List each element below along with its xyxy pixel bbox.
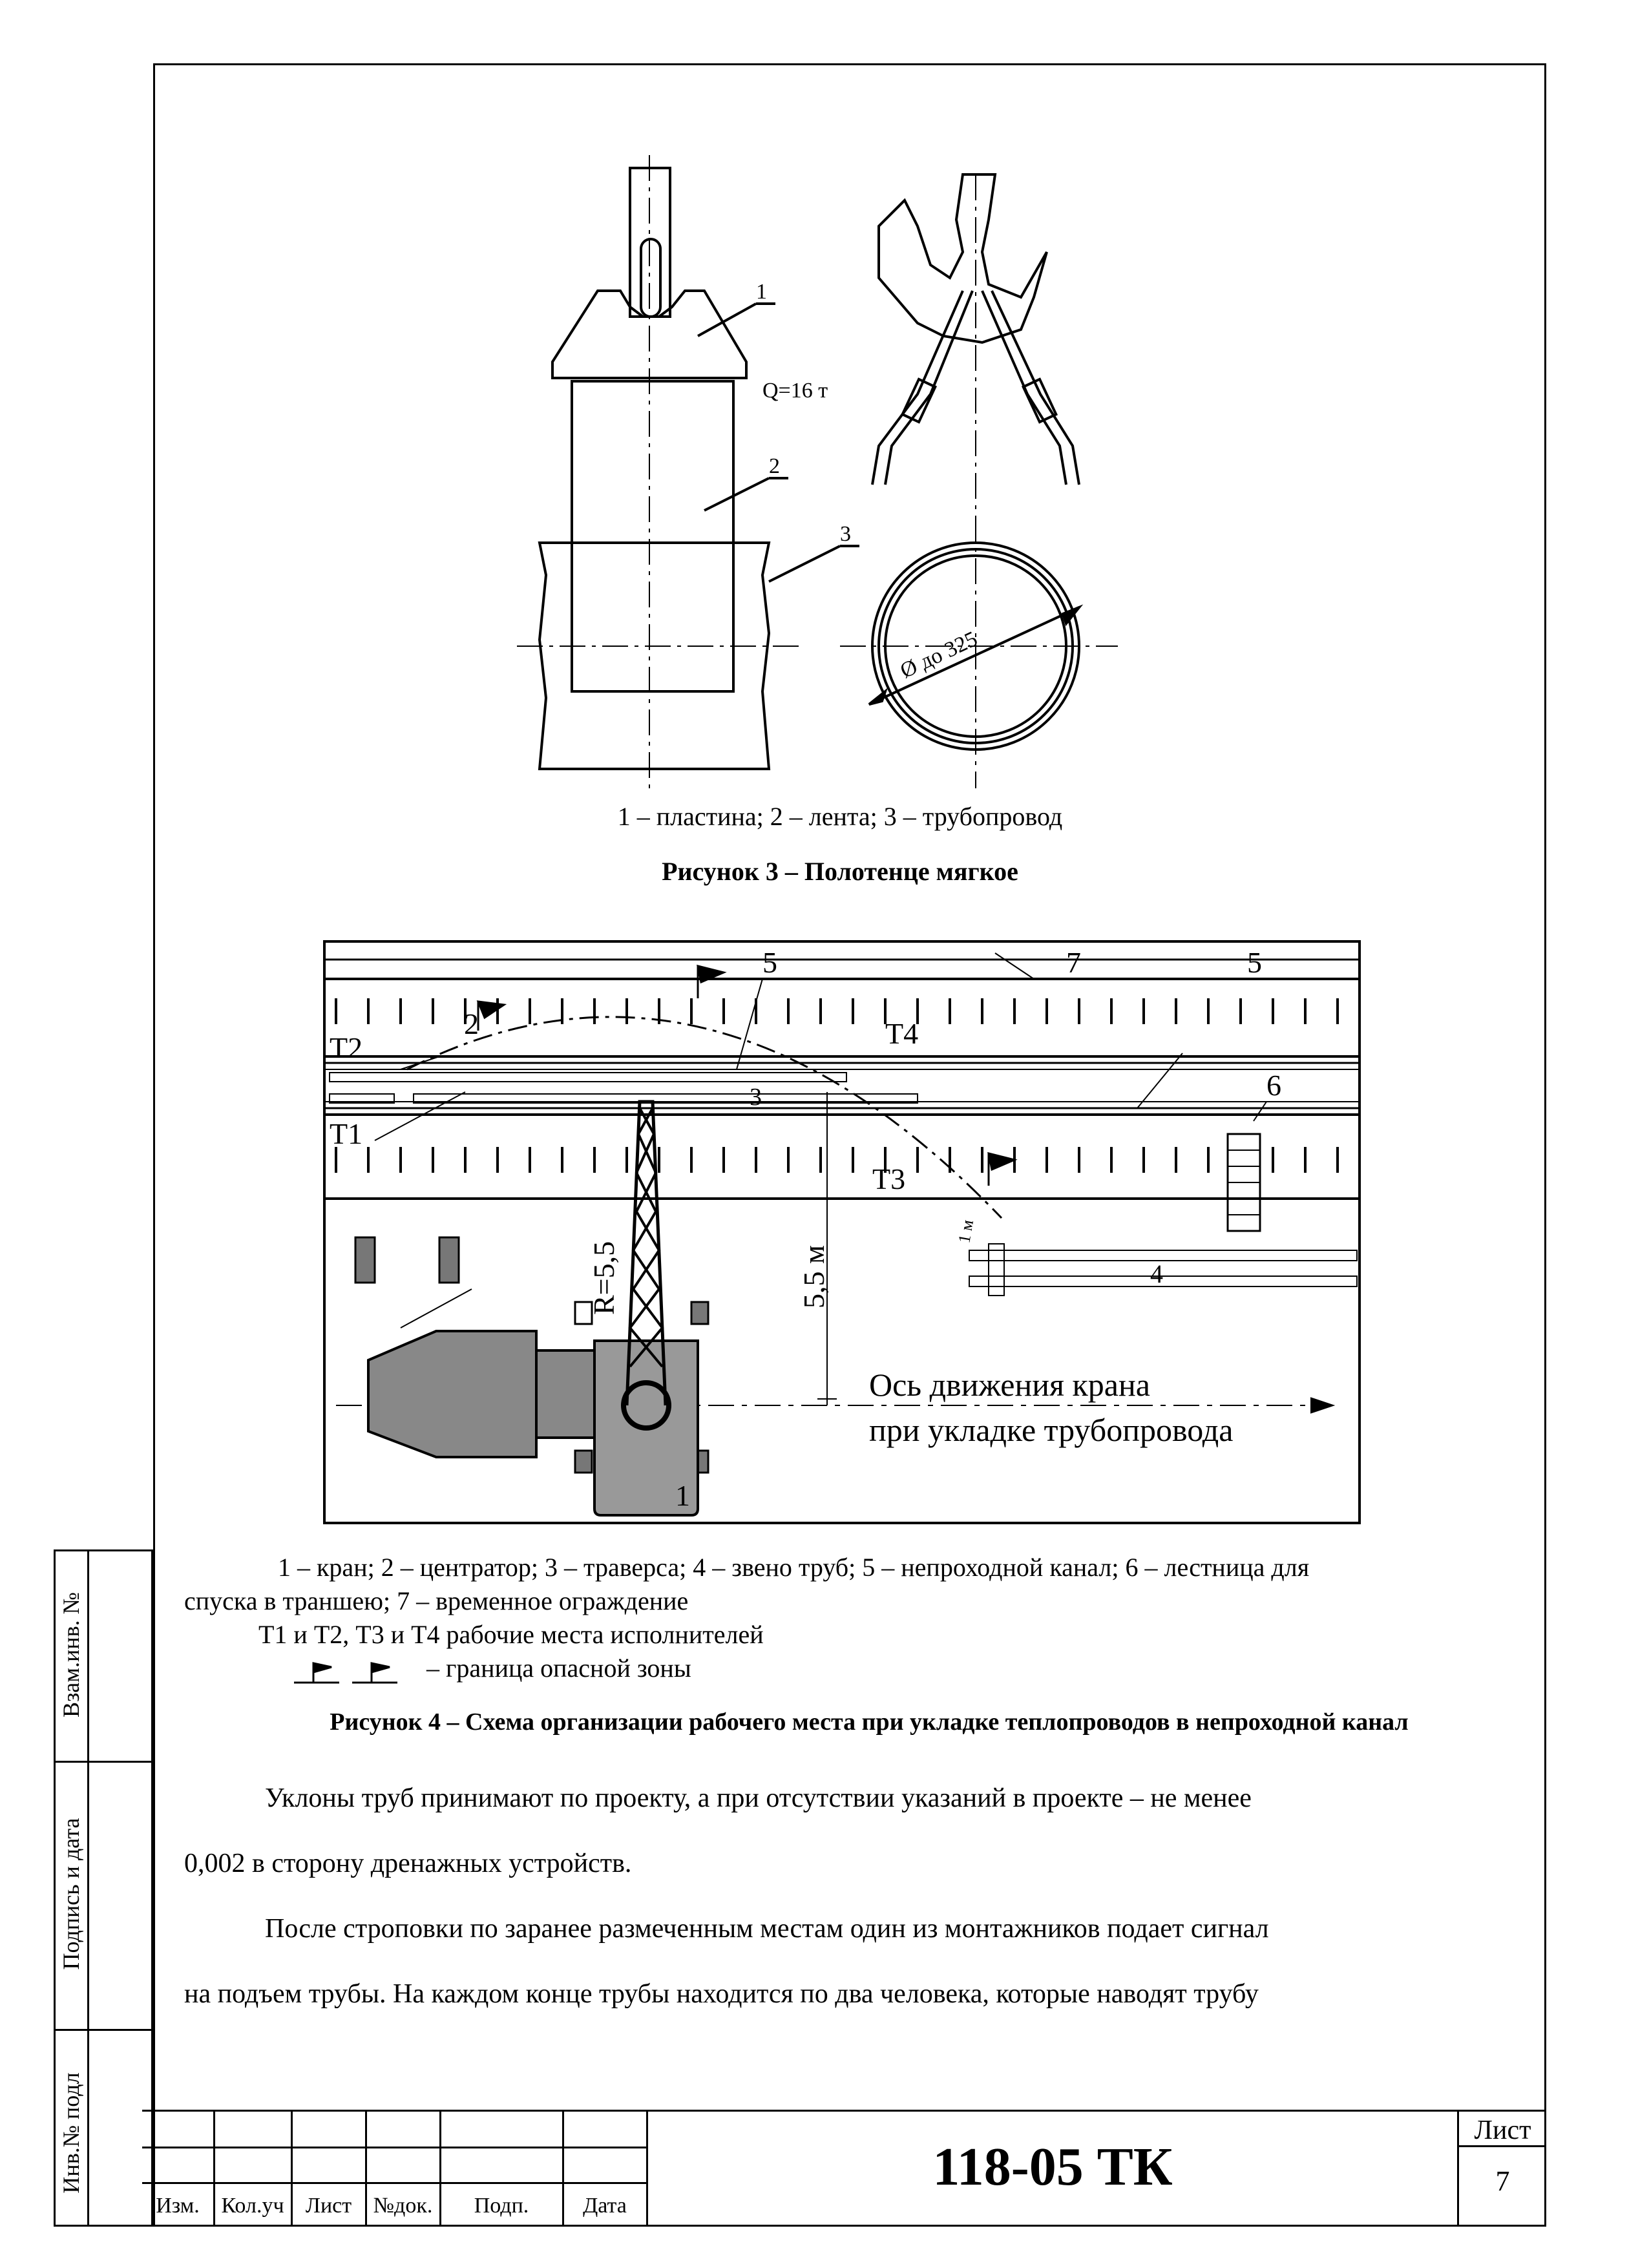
paragraph-2-line-2: на подъем трубы. На каждом конце трубы находится по два человека, которые наводят трубу (184, 1979, 1259, 2009)
side-stamp-line-2 (54, 2029, 153, 2031)
sheet-number: 7 (1495, 2165, 1510, 2197)
crane-icon (368, 1102, 698, 1515)
fig4-label-radius: R=5,5 (587, 1241, 620, 1315)
figure3-title: Рисунок 3 – Полотенце мягкое (662, 857, 1018, 886)
fig3-callout-3: 3 (840, 522, 851, 546)
sheet-label: Лист (1474, 2116, 1531, 2145)
tb-col-kolvo: Кол.уч (221, 2194, 284, 2218)
fig4-label-distance: 5,5 м (797, 1244, 830, 1308)
paragraph-1-line-1: Уклоны труб принимают по проекту, а при отсутствии указаний в проекте – не менее (265, 1783, 1252, 1813)
figure4-legend-line2: спуска в траншею; 7 – временное ограждение (184, 1586, 689, 1615)
fig3-callout-2: 2 (769, 454, 780, 478)
tb-col-izm: Изм. (156, 2194, 200, 2218)
fig4-label-n2: 2 (464, 1007, 479, 1040)
side-label-podpis: Подпись и дата (58, 1818, 84, 1970)
fig4-label-n7: 7 (1066, 946, 1081, 979)
fig3-label-q: Q=16 т (762, 379, 828, 403)
side-label-vzam: Взам.инв. № (58, 1592, 84, 1717)
figure4-legend-line1: 1 – кран; 2 – центратор; 3 – траверса; 4 – звено труб; 5 – непроходной канал; 6 – лестница для (278, 1553, 1310, 1582)
fig4-label-t4: T4 (885, 1017, 919, 1050)
lower-trench-ticks (336, 1147, 1338, 1173)
fig3-diameter-label: Ø до 325 (896, 627, 982, 684)
fig4-label-n5b: 5 (1247, 946, 1262, 979)
figure4-legend-line3: Т1 и Т2, Т3 и Т4 рабочие места исполнителей (258, 1620, 764, 1649)
figure4-drawing (323, 940, 1363, 1528)
side-stamp-line-1 (54, 1761, 153, 1763)
fig4-label-n1: 1 (675, 1479, 690, 1512)
fig4-label-small-dim: 1 м (954, 1218, 978, 1245)
tb-col-ndok: №док. (373, 2194, 433, 2218)
fig4-label-n6: 6 (1266, 1069, 1281, 1102)
side-stamp-divider (87, 1549, 89, 2227)
paragraph-1-line-2: 0,002 в сторону дренажных устройств. (184, 1849, 632, 1878)
fig4-label-axis-line1: Ось движения крана (869, 1367, 1150, 1403)
side-label-inv: Инв.№ подл (58, 2072, 84, 2194)
figure4-title: Рисунок 4 – Схема организации рабочего места при укладке теплопроводов в непроходной канал (330, 1708, 1409, 1736)
fig4-label-axis-line2: при укладке трубопровода (869, 1412, 1234, 1448)
tb-col-list: Лист (305, 2194, 352, 2218)
fig4-label-t3: T3 (872, 1162, 906, 1195)
document-code: 118-05 ТК (932, 2137, 1173, 2197)
fig4-label-n5a: 5 (762, 946, 777, 979)
figure3-drawing (491, 149, 1163, 795)
fig3-callout-1: 1 (756, 280, 767, 304)
danger-zone-flag-icon (294, 1659, 410, 1685)
fig4-label-n3: 3 (750, 1084, 762, 1111)
figure3-caption: 1 – пластина; 2 – лента; 3 – трубопровод (617, 802, 1063, 831)
tb-col-podp: Подп. (474, 2194, 529, 2218)
paragraph-2-line-1: После строповки по заранее размеченным местам один из монтажников подает сигнал (265, 1914, 1269, 1944)
title-block (142, 2110, 1546, 2227)
fig4-label-n4: 4 (1150, 1259, 1163, 1288)
fig4-label-t2: T2 (330, 1031, 363, 1064)
fig4-label-t1: T1 (330, 1117, 363, 1150)
tb-col-data: Дата (583, 2194, 627, 2218)
figure4-legend-line4: – граница опасной зоны (426, 1654, 691, 1683)
